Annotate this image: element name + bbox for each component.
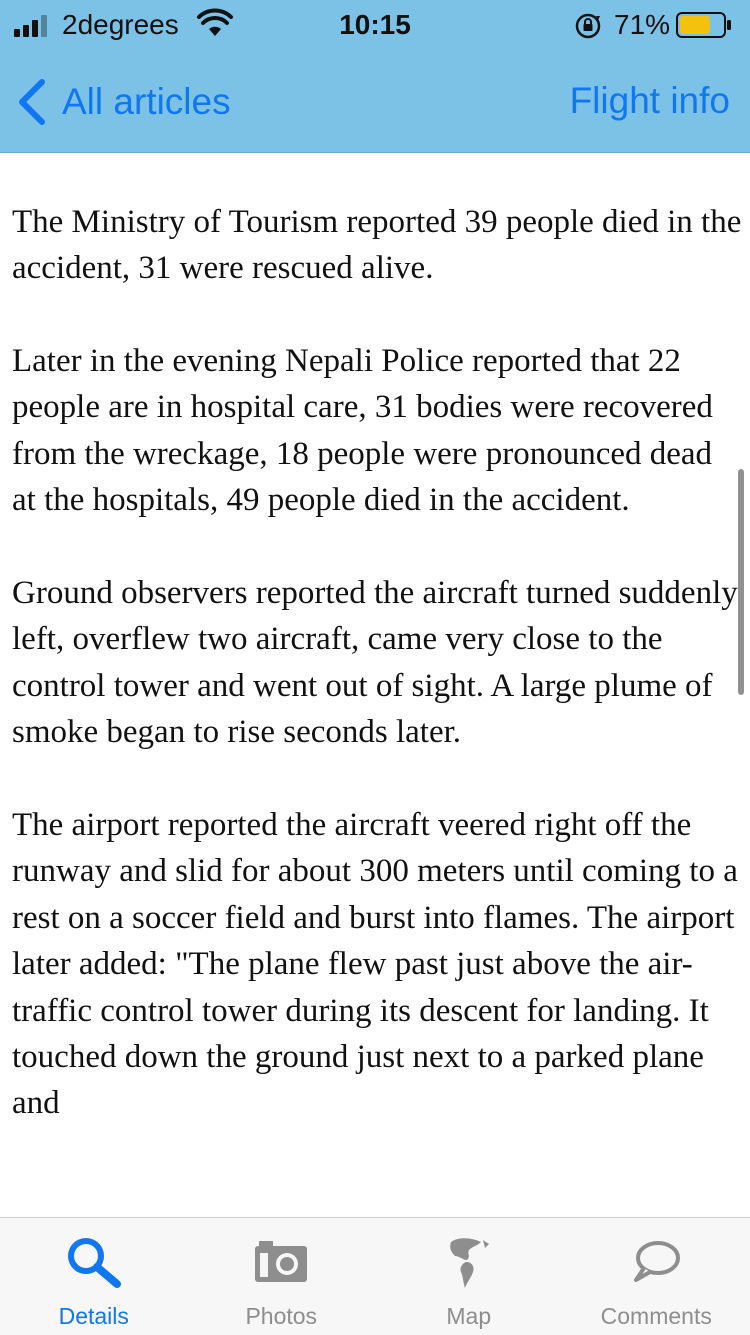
top-bar: [0, 0, 750, 153]
tab-details[interactable]: [0, 1218, 188, 1335]
camera-icon: [249, 1234, 313, 1290]
tab-comments[interactable]: [563, 1218, 750, 1335]
status-bar: [0, 0, 750, 50]
carrier-name: 2degrees: [62, 8, 179, 42]
tab-photos[interactable]: [188, 1218, 376, 1335]
scroll-indicator[interactable]: [738, 469, 744, 695]
article-scroll-view[interactable]: [0, 153, 750, 1217]
tab-label: Details: [0, 1302, 188, 1330]
rotation-lock-icon: [574, 12, 602, 40]
status-time: 10:15: [0, 8, 750, 42]
battery-percent: 71%: [614, 8, 670, 42]
battery-icon: [676, 12, 732, 38]
tab-label: Comments: [563, 1302, 750, 1330]
back-button[interactable]: [14, 72, 231, 132]
article-body: [12, 106, 742, 1173]
tab-label: Photos: [188, 1302, 376, 1330]
chevron-left-icon: [14, 78, 48, 126]
battery-fill: [680, 16, 710, 34]
tab-bar: [0, 1217, 750, 1335]
tab-map[interactable]: [375, 1218, 563, 1335]
back-button-label: All articles: [62, 79, 231, 125]
article-paragraph: The airport reported the aircraft veered right off the runway and slid for about 300 meters until coming to a rest on a soccer field and burst into flames. The airport later added: "The plane flew past just above the air-traffic control tower during its descent for landing. It touched down the ground just next to a parked plane and: [12, 802, 742, 1127]
article-paragraph: The Ministry of Tourism reported 39 people died in the accident, 31 were rescued alive.: [12, 199, 742, 292]
flight-info-button[interactable]: Flight info: [570, 78, 730, 124]
article-paragraph: Later in the evening Nepali Police reported that 22 people are in hospital care, 31 bodies were recovered from the wreckage, 18 people were pronounced dead at the hospitals, 49 people died in the accident.: [12, 338, 742, 524]
tab-label: Map: [375, 1302, 563, 1330]
globe-map-icon: [437, 1234, 501, 1290]
article-paragraph: Ground observers reported the aircraft turned suddenly left, overflew two aircraft, came very close to the control tower and went out of sight. A large plume of smoke began to rise seconds later.: [12, 570, 742, 756]
speech-bubble-icon: [624, 1234, 688, 1290]
navigation-bar: [0, 50, 750, 152]
search-icon: [62, 1234, 126, 1290]
